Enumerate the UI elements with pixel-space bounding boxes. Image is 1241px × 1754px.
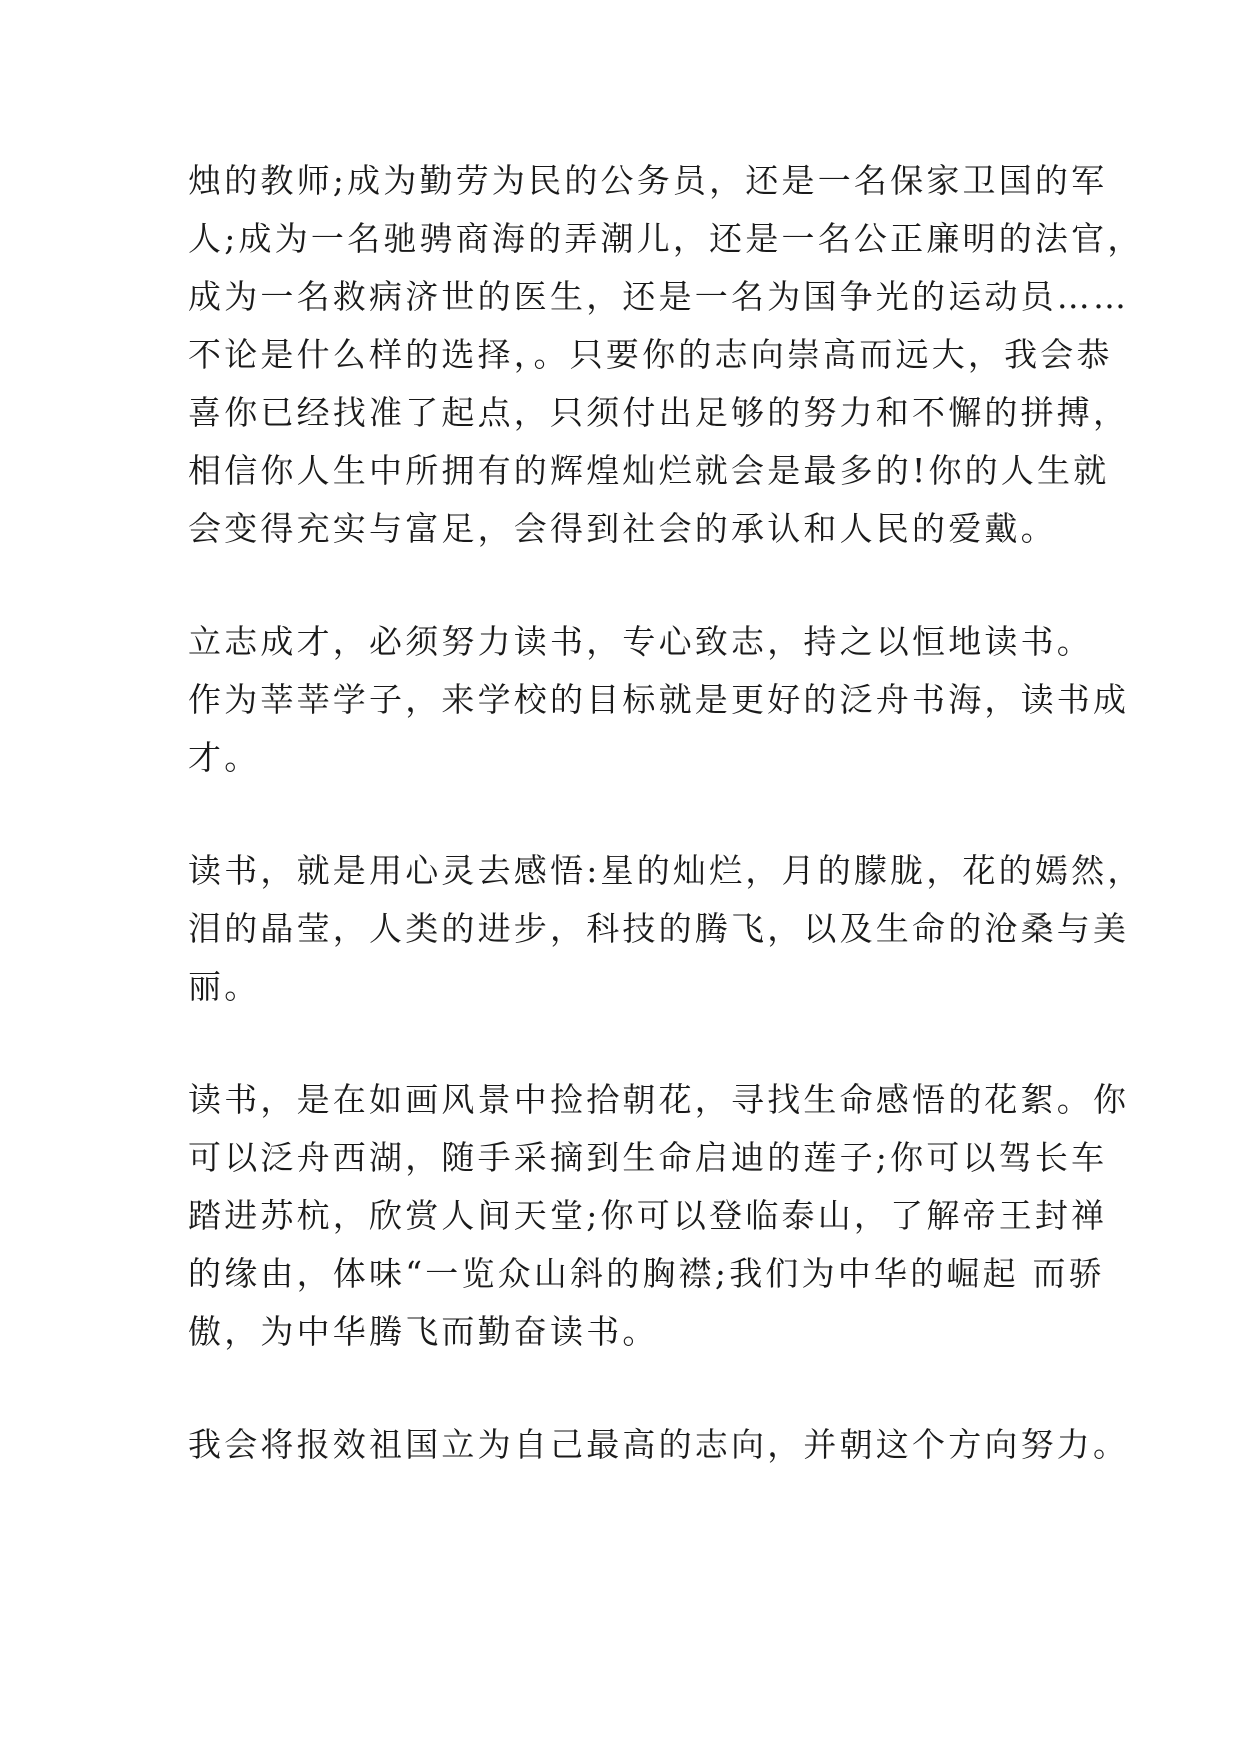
text-line: 作为莘莘学子，来学校的目标就是更好的泛舟书海，读书成	[188, 680, 1130, 719]
body-text	[188, 152, 1144, 1529]
text-line: 成为一名救病济世的医生，还是一名为国争光的运动员……	[188, 277, 1130, 316]
paragraph-1	[188, 152, 1144, 558]
text-line: 可以泛舟西湖，随手采摘到生命启迪的莲子;你可以驾长车	[188, 1138, 1108, 1177]
paragraph-3	[188, 842, 1144, 1016]
text-line: 相信你人生中所拥有的辉煌灿烂就会是最多的!你的人生就	[188, 451, 1110, 490]
text-line: 傲，为中华腾飞而勤奋读书。	[188, 1312, 659, 1351]
text-line: 我会将报效祖国立为自己最高的志向，并朝这个方向努力。	[188, 1425, 1130, 1464]
text-line: 烛的教师;成为勤劳为民的公务员，还是一名保家卫国的军	[188, 161, 1108, 200]
paragraph-4	[188, 1071, 1130, 1361]
text-line: 喜你已经找准了起点，只须付出足够的努力和不懈的拼搏，	[188, 393, 1130, 432]
text-line: 踏进苏杭，欣赏人间天堂;你可以登临泰山，了解帝王封禅	[188, 1196, 1108, 1235]
text-line: 的缘由，体味“一览众山斜的胸襟;我们为中华的崛起 而骄	[188, 1254, 1105, 1293]
text-line: 立志成才，必须努力读书，专心致志，持之以恒地读书。	[188, 622, 1093, 661]
text-line: 读书，就是用心灵去感悟:星的灿烂，月的朦胧，花的嫣然，	[188, 851, 1144, 890]
text-line: 丽。	[188, 967, 261, 1006]
text-line: 才。	[188, 738, 261, 777]
paragraph-2	[188, 613, 1130, 787]
text-line: 泪的晶莹，人类的进步，科技的腾飞，以及生命的沧桑与美	[188, 909, 1130, 948]
text-line: 读书，是在如画风景中捡拾朝花，寻找生命感悟的花絮。你	[188, 1080, 1130, 1119]
text-line: 人;成为一名驰骋商海的弄潮儿，还是一名公正廉明的法官，	[188, 219, 1144, 258]
paragraph-5	[188, 1416, 1130, 1474]
text-line: 不论是什么样的选择，。只要你的志向崇高而远大，我会恭	[188, 335, 1113, 374]
text-line: 会变得充实与富足，会得到社会的承认和人民的爱戴。	[188, 509, 1057, 548]
